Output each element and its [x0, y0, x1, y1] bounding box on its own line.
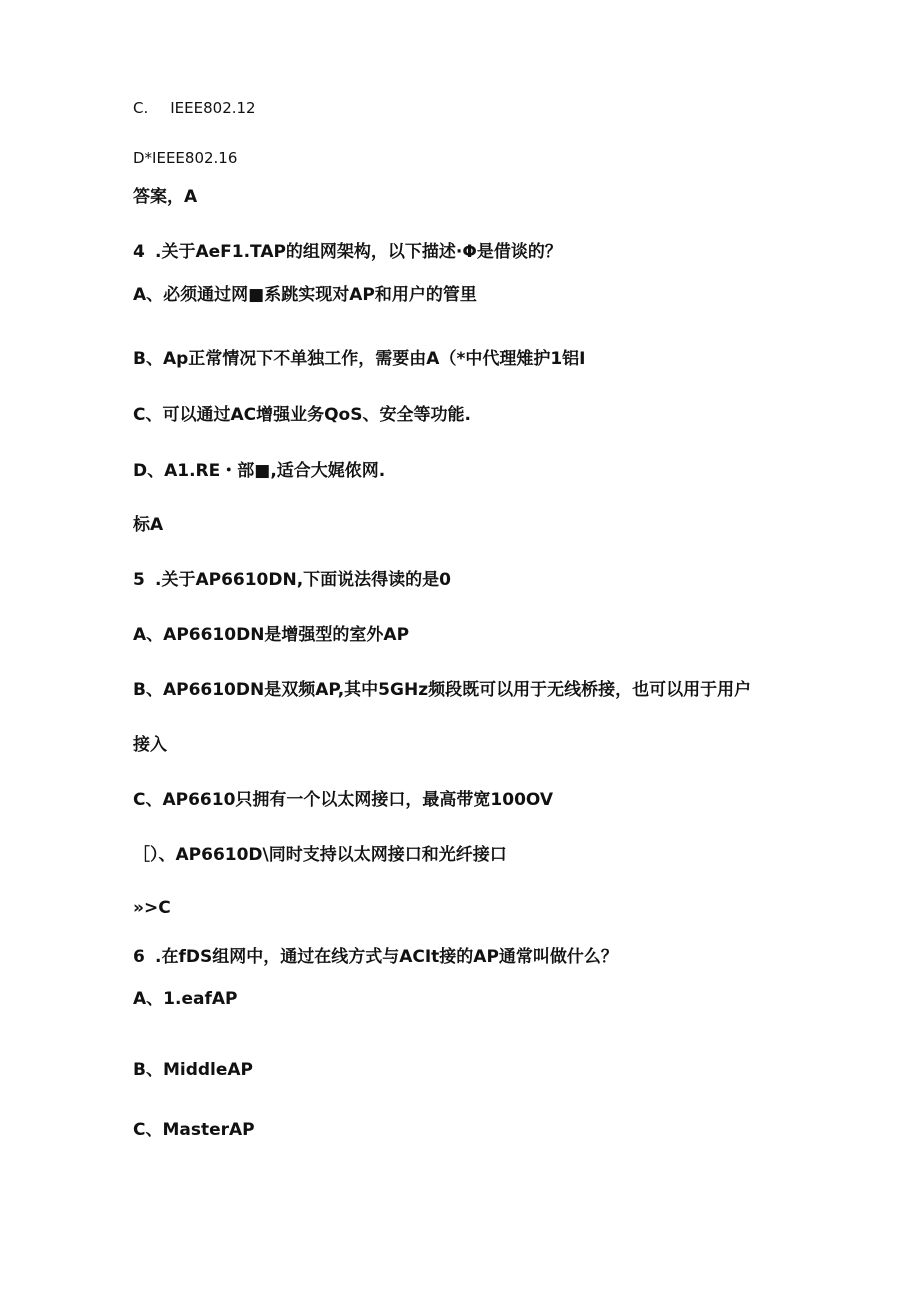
answer-line-q4 [133, 514, 163, 536]
question-text: .在fDS组网中，通过在线方式与ACIt接的AP通常叫做什么？ [155, 947, 618, 967]
q6-option-a [133, 988, 237, 1010]
q4-option-a [133, 284, 477, 306]
question-5 [133, 569, 451, 591]
option-label: C. [133, 99, 149, 117]
option-text: C、AP6610只拥有一个以太网接口，最高带宽100OV [133, 790, 554, 810]
answer-text: 答案，A [133, 187, 198, 207]
q5-option-c [133, 789, 553, 811]
q5-option-b-continued [133, 734, 167, 756]
option-text: A、AP6610DN是增强型的室外AP [133, 625, 410, 645]
option-text: C、可以通过AC增强业务QoS、安全等功能. [133, 405, 471, 425]
q5-option-d [133, 844, 507, 866]
option-text: D、A1.RE・部■,适合大娓侬网. [133, 461, 386, 481]
option-text: B、Ap正常情况下不单独工作，需要由A（*中代理雉护1铝I [133, 349, 586, 369]
question-text: .关于AP6610DN,下面说法得读的是0 [155, 570, 452, 590]
q4-option-d [133, 460, 385, 482]
option-text: D*IEEE802.16 [133, 149, 238, 167]
question-number: 6 [133, 947, 145, 967]
option-text: IEEE802.12 [170, 99, 256, 117]
q4-option-b [133, 348, 585, 370]
option-text: A、1.eafAP [133, 989, 238, 1009]
option-text: ［）、AP6610D\同时支持以太网接口和光纤接口 [133, 845, 507, 865]
answer-text: 标A [133, 515, 164, 535]
option-text: B、MiddleAP [133, 1060, 254, 1080]
question-number: 4 [133, 242, 145, 262]
answer-line-q5 [133, 897, 171, 919]
q5-option-b [133, 679, 751, 701]
q6-option-c [133, 1119, 255, 1141]
q4-option-c [133, 404, 471, 426]
question-4 [133, 241, 562, 263]
option-d-ieee-802-16 [133, 147, 237, 169]
option-text: A、必须通过网■系跳实现对AP和用户的管里 [133, 285, 477, 305]
option-text: B、AP6610DN是双频AP,其中5GHz频段既可以用于无线桥接，也可以用于用户 [133, 680, 752, 700]
q5-option-a [133, 624, 409, 646]
answer-line-q3 [133, 186, 197, 208]
option-c-ieee-802-12 [133, 97, 256, 119]
option-text: 接入 [133, 735, 167, 755]
option-text: C、MasterAP [133, 1120, 255, 1140]
question-6 [133, 946, 618, 968]
answer-text: »>C [133, 898, 171, 918]
question-number: 5 [133, 570, 145, 590]
question-text: .关于AeF1.TAP的组网架构，以下描述·Φ是借谈的？ [155, 242, 562, 262]
q6-option-b [133, 1059, 253, 1081]
